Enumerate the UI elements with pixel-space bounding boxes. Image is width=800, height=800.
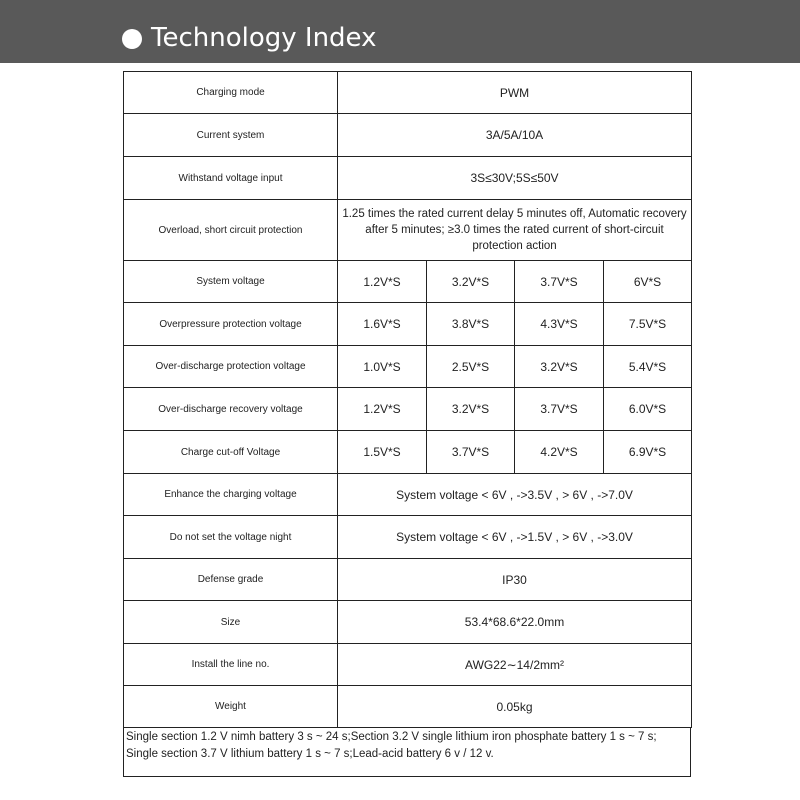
spec-label: Weight [124, 686, 338, 728]
spec-label: Overload, short circuit protection [124, 200, 338, 261]
bullet-icon [122, 29, 142, 49]
spec-cell: 4.3V*S [515, 303, 604, 346]
spec-label: Over-discharge protection voltage [124, 346, 338, 388]
spec-label: System voltage [124, 261, 338, 303]
note-line: Single section 3.7 V lithium battery 1 s ~ 7 s;Lead-acid battery 6 v / 12 v. [126, 748, 494, 760]
table-row [124, 474, 692, 516]
spec-label: Overpressure protection voltage [124, 303, 338, 346]
spec-value: 3A/5A/10A [338, 114, 692, 157]
spec-label: Charging mode [124, 72, 338, 114]
header-bar [0, 0, 800, 63]
spec-cell: 1.2V*S [338, 261, 427, 303]
spec-table [123, 71, 692, 728]
spec-value: System voltage < 6V , ->1.5V , > 6V , ->3.0V [338, 516, 692, 559]
spec-value: PWM [338, 72, 692, 114]
table-row [124, 686, 692, 728]
spec-value: System voltage < 6V , ->3.5V , > 6V , ->7.0V [338, 474, 692, 516]
spec-cell: 3.7V*S [515, 388, 604, 431]
table-row [124, 644, 692, 686]
spec-label: Current system [124, 114, 338, 157]
spec-label: Install the line no. [124, 644, 338, 686]
spec-value: 1.25 times the rated current delay 5 minutes off, Automatic recovery after 5 minutes; ≥3.0 times the rated current of short-circuit protection action [338, 200, 692, 261]
spec-cell: 1.5V*S [338, 431, 427, 474]
spec-cell: 1.6V*S [338, 303, 427, 346]
spec-label: Over-discharge recovery voltage [124, 388, 338, 431]
spec-cell: 1.0V*S [338, 346, 427, 388]
spec-cell: 3.7V*S [427, 431, 515, 474]
table-row [124, 200, 692, 261]
table-row [124, 114, 692, 157]
spec-cell: 2.5V*S [427, 346, 515, 388]
spec-value: IP30 [338, 559, 692, 601]
table-row [124, 601, 692, 644]
spec-label: Defense grade [124, 559, 338, 601]
spec-cell: 6.0V*S [604, 388, 692, 431]
spec-cell: 6.9V*S [604, 431, 692, 474]
spec-label: Size [124, 601, 338, 644]
table-row [124, 559, 692, 601]
table-row [124, 72, 692, 114]
spec-cell: 6V*S [604, 261, 692, 303]
spec-label: Do not set the voltage night [124, 516, 338, 559]
spec-cell: 3.2V*S [427, 261, 515, 303]
note-line: Single section 1.2 V nimh battery 3 s ~ 24 s;Section 3.2 V single lithium iron phosphate battery 1 s ~ 7 s; [126, 731, 657, 743]
spec-cell: 3.2V*S [427, 388, 515, 431]
spec-cell: 3.7V*S [515, 261, 604, 303]
table-row [124, 303, 692, 346]
battery-note [123, 727, 691, 777]
table-row [124, 346, 692, 388]
table-row [124, 388, 692, 431]
spec-cell: 5.4V*S [604, 346, 692, 388]
spec-cell: 1.2V*S [338, 388, 427, 431]
spec-label: Charge cut-off Voltage [124, 431, 338, 474]
spec-cell: 3.8V*S [427, 303, 515, 346]
spec-cell: 7.5V*S [604, 303, 692, 346]
spec-cell: 3.2V*S [515, 346, 604, 388]
table-row [124, 261, 692, 303]
table-row [124, 516, 692, 559]
spec-label: Enhance the charging voltage [124, 474, 338, 516]
spec-value: 3S≤30V;5S≤50V [338, 157, 692, 200]
spec-cell: 4.2V*S [515, 431, 604, 474]
spec-value: 0.05kg [338, 686, 692, 728]
spec-label: Withstand voltage input [124, 157, 338, 200]
spec-value: AWG22∼14/2mm² [338, 644, 692, 686]
table-row [124, 431, 692, 474]
table-row [124, 157, 692, 200]
spec-value: 53.4*68.6*22.0mm [338, 601, 692, 644]
page-title: Technology Index [151, 23, 377, 53]
